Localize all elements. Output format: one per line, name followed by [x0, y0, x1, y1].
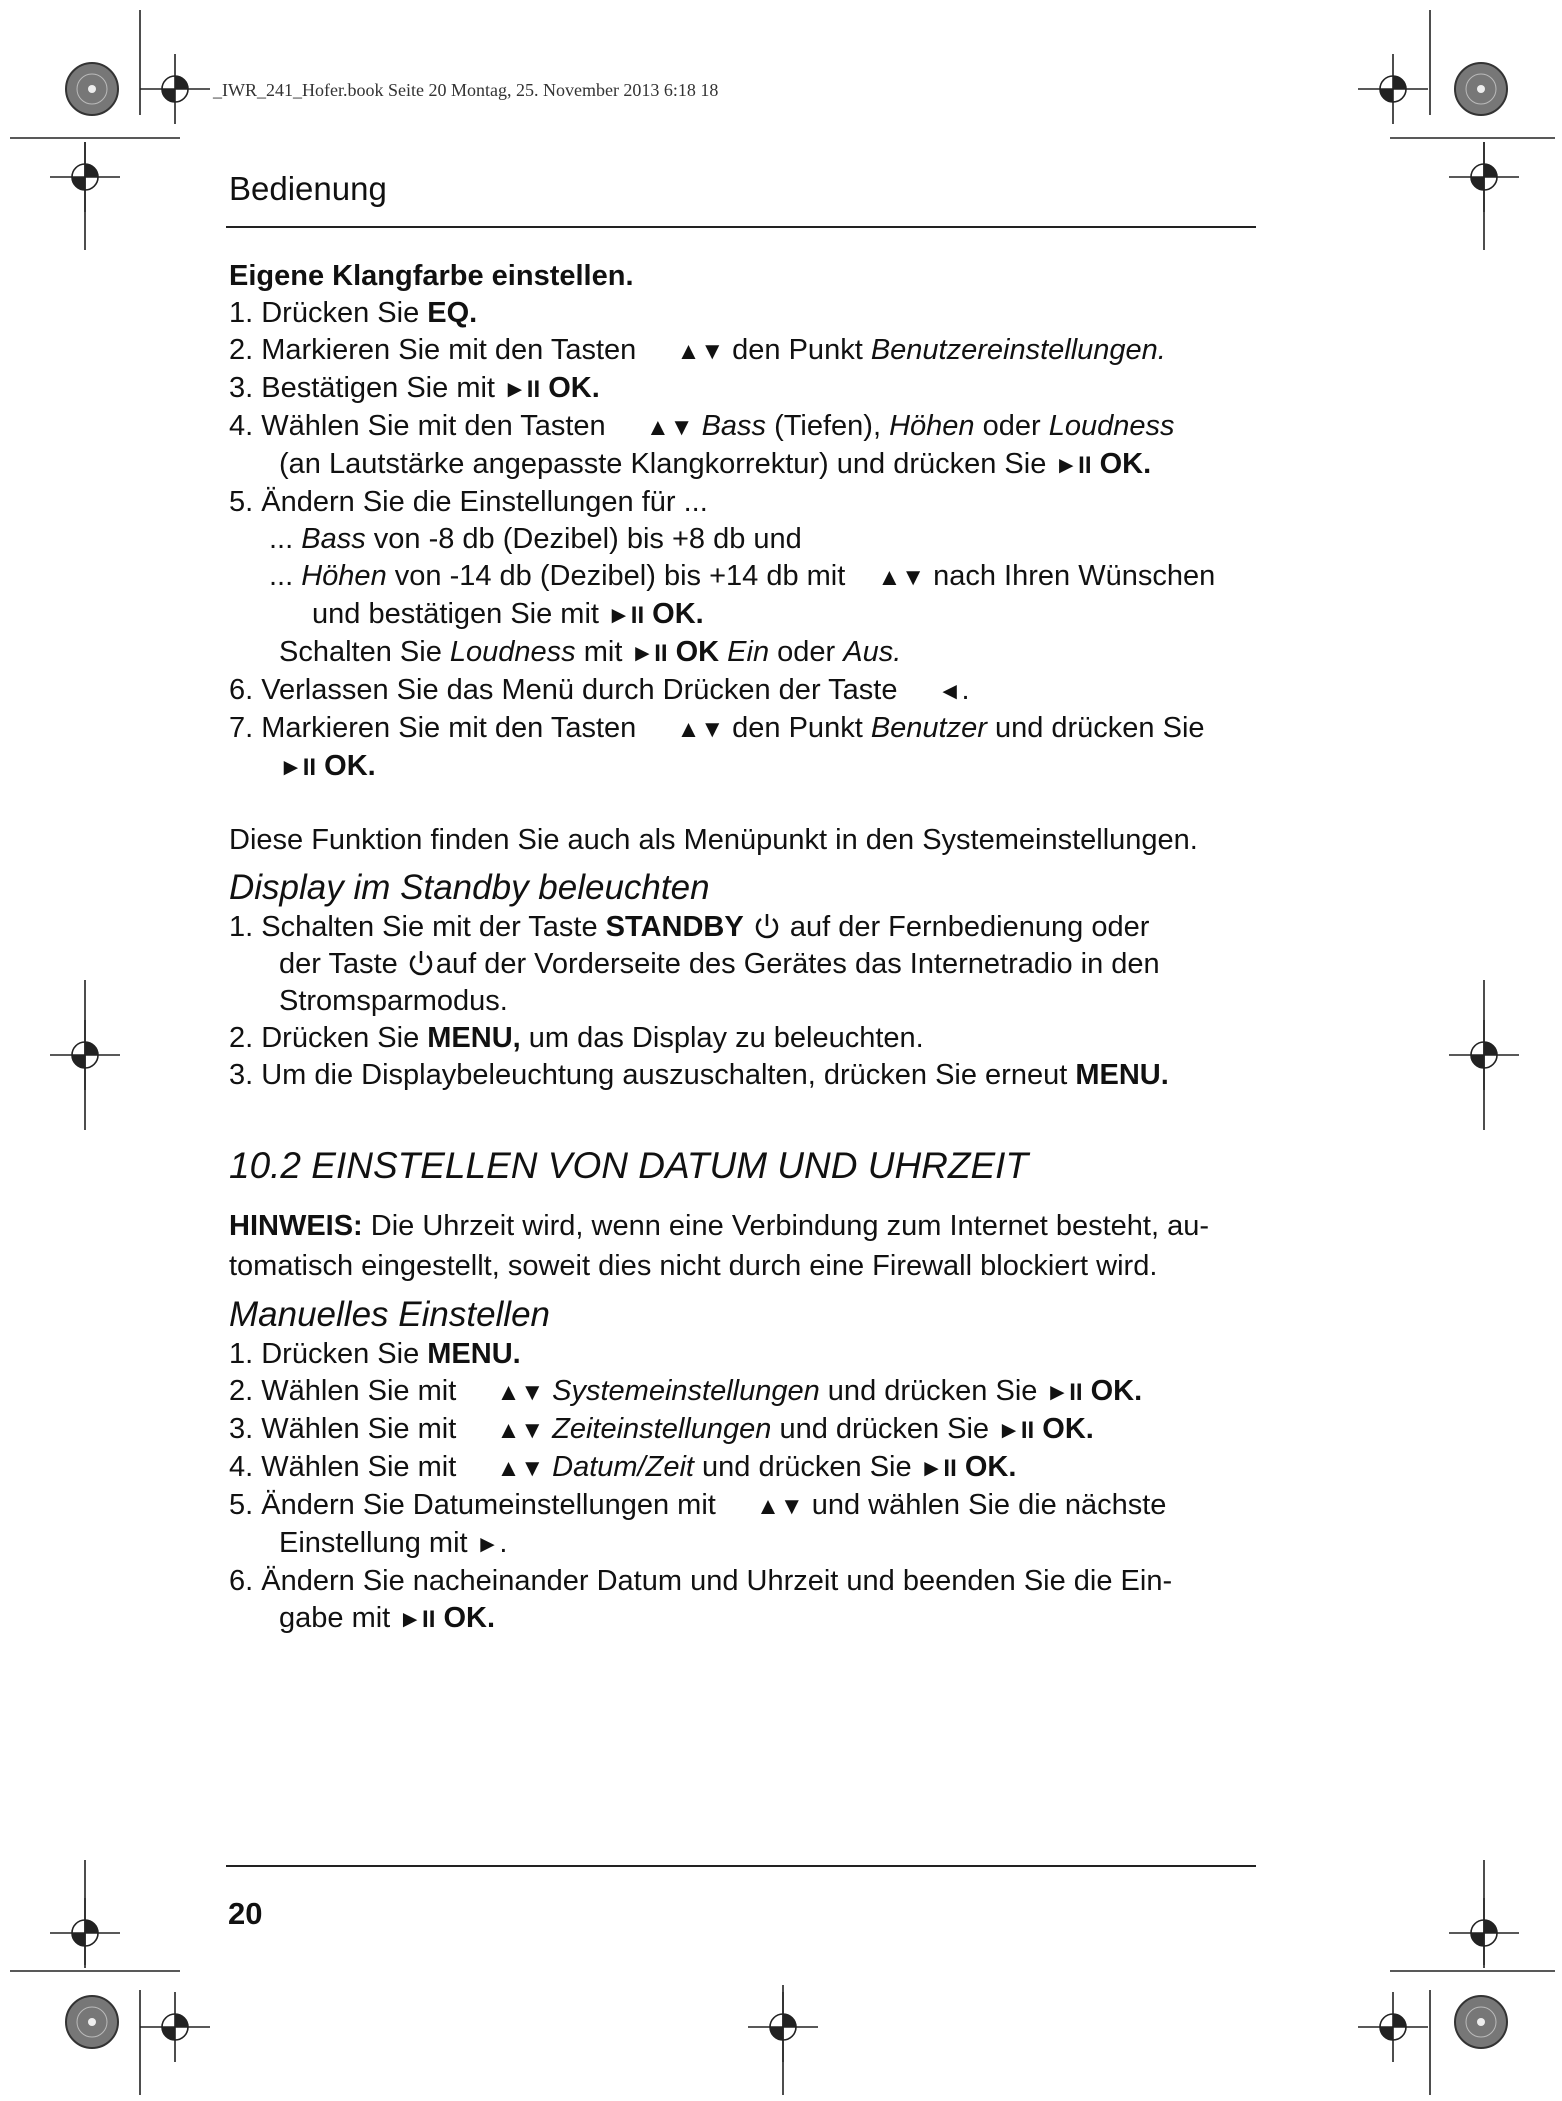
- page-number: 20: [228, 1896, 263, 1931]
- footer-rule: [226, 1865, 1256, 1867]
- up-down-arrows-icon: ▲▼: [645, 414, 694, 441]
- standby-step-2: 2. Drücken Sie MENU, um das Display zu beleuchten.: [229, 1022, 924, 1054]
- crosshair-icon: [140, 1992, 210, 2062]
- step-1: 1. Drücken Sie EQ.: [229, 297, 478, 329]
- up-down-arrows-icon: ▲▼: [496, 1417, 545, 1444]
- manual-step-3: 3. Wählen Sie mit ▲▼ Zeiteinstellungen und drücken Sie ►II OK.: [229, 1413, 1094, 1445]
- registration-star-icon: [1455, 1996, 1507, 2048]
- print-slug: _IWR_241_Hofer.book Seite 20 Montag, 25. November 2013 6:18 18: [213, 80, 719, 100]
- step-7-cont: ►II OK.: [279, 750, 376, 782]
- step-7: 7. Markieren Sie mit den Tasten ▲▼ den Punkt Benutzer und drücken Sie: [229, 712, 1205, 744]
- manual-step-5: 5. Ändern Sie Datumeinstellungen mit ▲▼ und wählen Sie die nächste: [229, 1489, 1167, 1521]
- hinweis-note-cont: tomatisch eingestellt, soweit dies nicht durch eine Firewall blockiert wird.: [229, 1250, 1158, 1282]
- step-5-loudness: Schalten Sie Loudness mit ►II OK Ein oder Aus.: [279, 636, 902, 668]
- section-heading-manual: Manuelles Einstellen: [229, 1295, 551, 1334]
- play-pause-icon: ►II: [1045, 1379, 1083, 1406]
- step-5-hoehen: ... Höhen von -14 db (Dezibel) bis +14 db mit ▲▼ nach Ihren Wünschen: [269, 560, 1216, 592]
- crosshair-icon: [1358, 1992, 1428, 2062]
- play-pause-icon: ►II: [607, 602, 645, 629]
- step-4: 4. Wählen Sie mit den Tasten ▲▼ Bass (Tiefen), Höhen oder Loudness: [229, 410, 1175, 442]
- power-icon: [752, 911, 782, 941]
- page-body: [229, 258, 1269, 1638]
- play-pause-icon: ►II: [1054, 452, 1092, 479]
- play-pause-icon: ►II: [503, 376, 541, 403]
- up-down-arrows-icon: ▲▼: [676, 338, 725, 365]
- up-down-arrows-icon: ▲▼: [496, 1455, 545, 1482]
- play-pause-icon: ►II: [630, 640, 668, 667]
- manual-step-4: 4. Wählen Sie mit ▲▼ Datum/Zeit und drücken Sie ►II OK.: [229, 1451, 1017, 1483]
- manual-step-2: 2. Wählen Sie mit ▲▼ Systemeinstellungen und drücken Sie ►II OK.: [229, 1375, 1143, 1407]
- play-pause-icon: ►II: [997, 1417, 1035, 1444]
- step-2: 2. Markieren Sie mit den Tasten ▲▼ den Punkt Benutzereinstellungen.: [229, 334, 1166, 366]
- step-5-confirm: und bestätigen Sie mit ►II OK.: [312, 598, 704, 630]
- power-icon: [406, 948, 436, 978]
- manual-step-5-cont: Einstellung mit ►.: [279, 1527, 508, 1559]
- up-down-arrows-icon: ▲▼: [756, 1493, 804, 1520]
- up-down-arrows-icon: ▲▼: [676, 716, 725, 743]
- registration-star-icon: [66, 63, 118, 115]
- step-4-cont: (an Lautstärke angepasste Klangkorrektur) und drücken Sie ►II OK.: [279, 448, 1152, 480]
- left-arrow-icon: ◄: [937, 678, 962, 705]
- play-pause-icon: ►II: [919, 1455, 957, 1482]
- crosshair-icon: [140, 54, 210, 124]
- manual-step-1: 1. Drücken Sie MENU.: [229, 1338, 521, 1370]
- standby-step-1-cont: der Taste auf der Vorderseite des Gerätes das Internetradio in den: [279, 948, 1160, 980]
- step-3: 3. Bestätigen Sie mit ►II OK.: [229, 372, 600, 404]
- step-6: 6. Verlassen Sie das Menü durch Drücken der Taste ◄.: [229, 674, 970, 706]
- step-5-bass: ... Bass von -8 db (Dezibel) bis +8 db und: [269, 523, 802, 555]
- standby-step-1-cont2: Stromsparmodus.: [279, 985, 508, 1017]
- right-arrow-icon: ►: [475, 1531, 500, 1558]
- up-down-arrows-icon: ▲▼: [496, 1379, 545, 1406]
- crosshair-icon: [1358, 54, 1428, 124]
- registration-star-icon: [66, 1996, 118, 2048]
- hinweis-note: HINWEIS: Die Uhrzeit wird, wenn eine Verbindung zum Internet besteht, au-: [229, 1210, 1210, 1242]
- header-rule: [226, 226, 1256, 228]
- play-pause-icon: ►II: [398, 1606, 436, 1633]
- chapter-heading: 10.2 EINSTELLEN VON DATUM UND UHRZEIT: [229, 1145, 1029, 1186]
- system-settings-note: Diese Funktion finden Sie auch als Menüpunkt in den Systemeinstellungen.: [229, 824, 1198, 856]
- running-header: Bedienung: [229, 170, 387, 207]
- standby-step-1: 1. Schalten Sie mit der Taste STANDBY auf der Fernbedienung oder: [229, 911, 1150, 943]
- registration-star-icon: [1455, 63, 1507, 115]
- section-heading-standby: Display im Standby beleuchten: [229, 868, 710, 907]
- manual-step-6: 6. Ändern Sie nacheinander Datum und Uhrzeit und beenden Sie die Ein-: [229, 1565, 1173, 1597]
- play-pause-icon: ►II: [279, 754, 317, 781]
- manual-step-6-cont: gabe mit ►II OK.: [279, 1602, 496, 1634]
- step-5: 5. Ändern Sie die Einstellungen für ...: [229, 486, 708, 518]
- standby-step-3: 3. Um die Displaybeleuchtung auszuschalten, drücken Sie erneut MENU.: [229, 1059, 1169, 1091]
- up-down-arrows-icon: ▲▼: [877, 564, 926, 591]
- section-heading-klangfarbe: Eigene Klangfarbe einstellen.: [229, 260, 634, 292]
